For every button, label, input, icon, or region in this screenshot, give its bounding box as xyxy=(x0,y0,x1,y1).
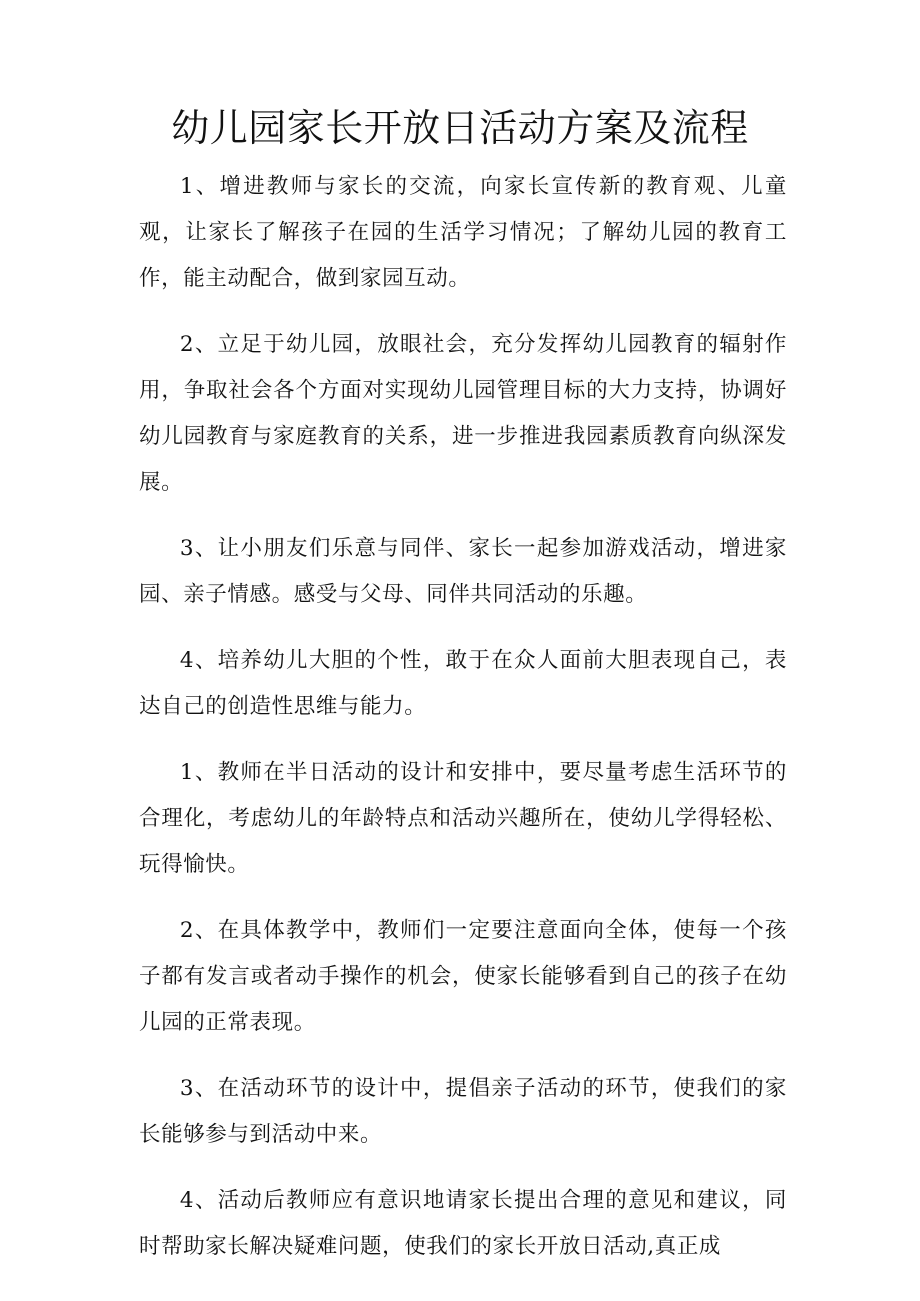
document-body xyxy=(139,164,787,1290)
paragraph-requirement-4: 4、活动后教师应有意识地请家长提出合理的意见和建议，同时帮助家长解决疑难问题，使我们的家长开放日活动,真正成 xyxy=(139,1188,787,1259)
paragraph-requirement-1: 1、教师在半日活动的设计和安排中，要尽量考虑生活环节的合理化，考虑幼儿的年龄特点和活动兴趣所在，使幼儿学得轻松、玩得愉快。 xyxy=(139,760,787,877)
paragraph-goal-2: 2、立足于幼儿园，放眼社会，充分发挥幼儿园教育的辐射作用，争取社会各个方面对实现幼儿园管理目标的大力支持，协调好幼儿园教育与家庭教育的关系，进一步推进我园素质教育向纵深发展。 xyxy=(139,332,787,495)
paragraph-goal-4: 4、培养幼儿大胆的个性，敢于在众人面前大胆表现自己，表达自己的创造性思维与能力。 xyxy=(139,648,787,719)
document-title: 幼儿园家长开放日活动方案及流程 xyxy=(171,106,749,150)
paragraph-requirement-2: 2、在具体教学中，教师们一定要注意面向全体，使每一个孩子都有发言或者动手操作的机会，使家长能够看到自己的孩子在幼儿园的正常表现。 xyxy=(139,918,787,1035)
paragraph-requirement-3: 3、在活动环节的设计中，提倡亲子活动的环节，使我们的家长能够参与到活动中来。 xyxy=(139,1076,787,1147)
paragraph-goal-3: 3、让小朋友们乐意与同伴、家长一起参加游戏活动，增进家园、亲子情感。感受与父母、同伴共同活动的乐趣。 xyxy=(139,536,787,607)
paragraph-goal-1: 1、增进教师与家长的交流，向家长宣传新的教育观、儿童观，让家长了解孩子在园的生活学习情况；了解幼儿园的教育工作，能主动配合，做到家园互动。 xyxy=(139,174,787,291)
